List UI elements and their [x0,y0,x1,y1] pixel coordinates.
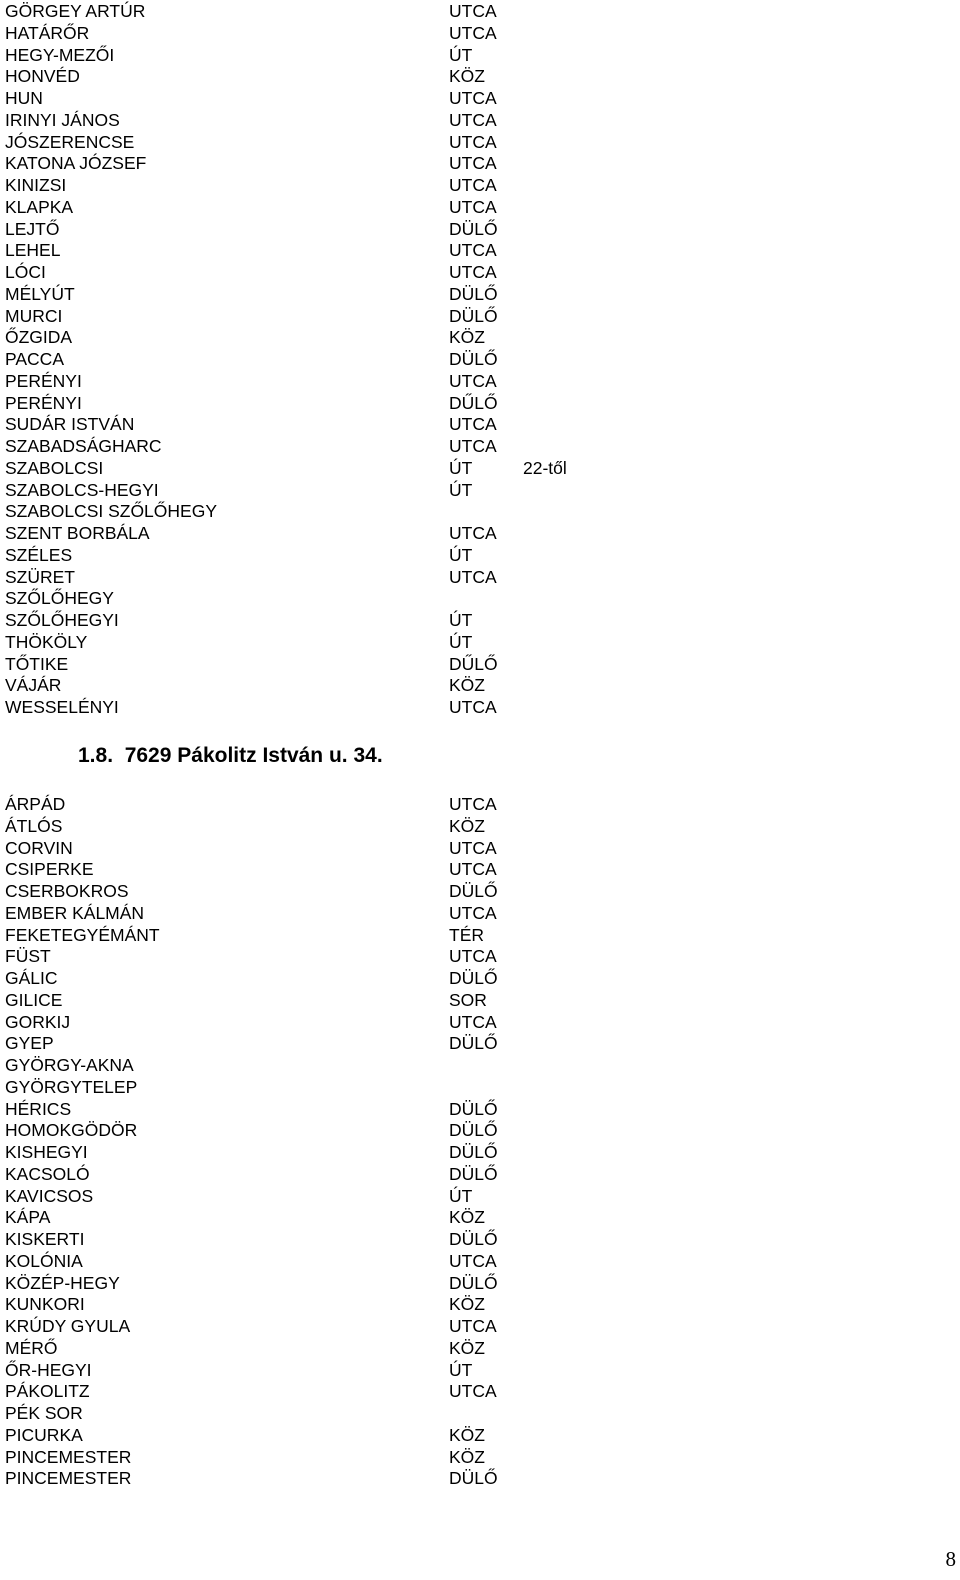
street-row [5,1207,625,1229]
street-name: CORVIN [5,837,73,858]
street-type [449,1055,523,1077]
street-type: SOR [449,989,487,1010]
street-row [5,153,625,175]
street-name: HOMOKGÖDÖR [5,1120,138,1141]
street-type: UTCA [449,109,497,130]
street-row [5,1251,625,1273]
street-row [5,816,625,838]
street-type: UTCA [449,837,497,858]
street-row [5,1316,625,1338]
street-type: DÜLŐ [449,1033,498,1054]
street-type: KÖZ [449,1446,485,1467]
street-note [523,262,623,284]
street-type: ÚT [449,610,473,630]
street-type: DÜLŐ [449,1229,498,1249]
street-type: KÖZ [449,1294,485,1315]
street-type: ÚT [449,457,473,478]
street-type: KÖZ [449,66,485,87]
street-note [523,654,623,676]
street-row [5,1403,625,1425]
street-note [523,523,623,545]
street-row [5,654,625,676]
street-note [523,306,623,328]
street-row [5,1120,625,1142]
street-name: VÁJÁR [5,675,62,696]
street-type: DÜLŐ [449,881,498,901]
street-note: 22-től [523,457,567,478]
street-type: UTCA [449,240,497,261]
street-row [5,697,625,719]
street-note [523,175,623,197]
street-row [5,66,625,88]
street-name: KINIZSI [5,175,67,195]
street-row [5,903,625,925]
street-name: HÉRICS [5,1098,72,1119]
street-name: HATÁRŐR [5,22,90,43]
street-type [449,1403,523,1425]
street-name: LEJTŐ [5,218,60,239]
street-type: DÜLŐ [449,1272,498,1293]
street-row [5,1099,625,1121]
street-note [523,1,623,23]
street-row [5,1273,625,1295]
street-note [523,632,623,654]
street-name: CSIPERKE [5,859,94,880]
street-type: UTCA [449,436,497,456]
street-row [5,1077,625,1099]
street-type: DÜLŐ [449,1098,498,1119]
street-name: THÖKÖLY [5,631,88,652]
street-type: UTCA [449,370,497,391]
street-row [5,132,625,154]
street-name: KLAPKA [5,196,74,217]
street-type: KÖZ [449,1424,485,1445]
street-type: UTCA [449,1011,497,1032]
street-note [523,697,623,719]
street-note [523,132,623,154]
street-type [449,1077,523,1099]
page-number: 8 [945,1547,956,1571]
street-row [5,567,625,589]
street-name: GYÖRGY-AKNA [5,1055,134,1075]
street-row [5,458,625,480]
street-list-2 [5,794,625,1490]
street-note [523,414,623,436]
street-name: EMBER KÁLMÁN [5,902,145,923]
street-type: DÜLŐ [449,1163,498,1184]
street-type: KÖZ [449,675,485,696]
section-title: 7629 Pákolitz István u. 34. [124,744,383,767]
street-row [5,545,625,567]
street-row [5,968,625,990]
street-row [5,946,625,968]
street-name: GÖRGEY ARTÚR [5,1,146,21]
street-name: MÉLYÚT [5,283,75,304]
street-note [523,327,623,349]
street-type: DÜLŐ [449,283,498,304]
street-type: UTCA [449,859,497,880]
street-name: KAVICSOS [5,1185,94,1206]
street-name: PERÉNYI [5,370,82,391]
street-name: PERÉNYI [5,392,82,413]
street-row [5,371,625,393]
street-type: TÉR [449,924,484,945]
street-name: TŐTIKE [5,653,69,674]
street-note [523,240,623,262]
street-row [5,1055,625,1077]
street-type: DÜLŐ [449,218,498,239]
street-type: DÜLŐ [449,1142,498,1162]
street-row [5,284,625,306]
street-type: UTCA [449,22,497,43]
street-type: DÜLŐ [449,305,498,326]
street-type: DŰLŐ [449,653,498,674]
street-type: UTCA [449,88,497,108]
street-row [5,1033,625,1055]
street-row [5,1447,625,1469]
street-name: LÓCI [5,262,46,282]
street-row [5,1012,625,1034]
street-name: GORKIJ [5,1011,71,1032]
street-row [5,175,625,197]
street-row [5,675,625,697]
street-note [523,480,623,502]
street-row [5,414,625,436]
street-name: KISHEGYI [5,1142,88,1162]
street-type: UTCA [449,1316,497,1336]
street-type: UTCA [449,196,497,217]
street-note [523,349,623,371]
street-type [449,588,523,610]
street-note [523,436,623,458]
street-name: SZABOLCSI SZŐLŐHEGY [5,501,217,522]
street-row [5,436,625,458]
street-type: DÜLŐ [449,349,498,369]
street-row [5,632,625,654]
street-name: ÁTLÓS [5,815,63,836]
street-row [5,859,625,881]
street-name: KÖZÉP-HEGY [5,1272,120,1293]
street-name: FÜST [5,946,51,967]
street-note [523,675,623,697]
street-row [5,610,625,632]
street-type: ÚT [449,544,473,565]
street-row [5,1381,625,1403]
street-type: UTCA [449,153,497,174]
street-name: JÓSZERENCSE [5,131,135,152]
street-name: KUNKORI [5,1294,85,1315]
street-type: KÖZ [449,327,485,348]
section-number: 1.8. [78,744,114,767]
street-name: ÁRPÁD [5,794,66,814]
street-row [5,925,625,947]
street-name: SZÜRET [5,566,75,587]
street-name: SZABOLCS-HEGYI [5,479,159,500]
street-name: GÁLIC [5,968,58,988]
street-name: PICURKA [5,1424,83,1445]
street-type: UTCA [449,794,497,814]
street-row [5,1186,625,1208]
street-type: ÚT [449,631,473,652]
street-row [5,197,625,219]
street-row [5,23,625,45]
street-list-1 [5,1,625,719]
street-name: PINCEMESTER [5,1468,132,1489]
street-type: KÖZ [449,1207,485,1228]
street-note [523,545,623,567]
street-name: GYEP [5,1033,54,1054]
street-row [5,588,625,610]
street-name: SZABADSÁGHARC [5,436,162,456]
street-name: WESSELÉNYI [5,697,119,717]
street-note [523,66,623,88]
street-name: SZŐLŐHEGYI [5,610,119,630]
street-row [5,1338,625,1360]
street-type: ÚT [449,1359,473,1380]
street-note [523,110,623,132]
street-name: HUN [5,88,43,108]
street-type: UTCA [449,175,497,195]
street-type: UTCA [449,131,497,152]
street-name: KATONA JÓZSEF [5,153,147,174]
street-type: KÖZ [449,1337,485,1358]
street-name: KRÚDY GYULA [5,1316,131,1336]
street-note [523,588,623,610]
street-name: HEGY-MEZŐI [5,44,115,65]
street-note [523,610,623,632]
street-row [5,219,625,241]
street-note [523,45,623,67]
street-name: FEKETEGYÉMÁNT [5,924,160,945]
street-name: PACCA [5,349,64,369]
street-note [523,219,623,241]
street-row [5,838,625,860]
street-name: GILICE [5,989,63,1010]
street-name: PINCEMESTER [5,1446,132,1467]
street-row [5,1294,625,1316]
street-name: KACSOLÓ [5,1163,90,1184]
street-row [5,1,625,23]
street-name: KOLÓNIA [5,1250,83,1271]
street-type: UTCA [449,523,497,543]
street-name: CSERBOKROS [5,881,129,901]
street-type: KÖZ [449,815,485,836]
street-row [5,990,625,1012]
street-row [5,262,625,284]
street-row [5,45,625,67]
street-name: ŐR-HEGYI [5,1359,92,1380]
street-note [523,88,623,110]
street-type: DÜLŐ [449,968,498,988]
street-name: KISKERTI [5,1229,85,1249]
street-name: SZŐLŐHEGY [5,588,114,609]
street-type: ÚT [449,479,473,500]
street-name: MURCI [5,305,63,326]
street-row [5,794,625,816]
street-type: ÚT [449,1185,473,1206]
street-type: UTCA [449,1381,497,1402]
street-note [523,284,623,306]
section-heading [78,744,383,768]
street-note [523,197,623,219]
street-note [523,23,623,45]
street-type: DÜLŐ [449,1468,498,1489]
street-row [5,306,625,328]
street-name: PÉK SOR [5,1403,83,1423]
street-name: SZÉLES [5,544,73,565]
street-row [5,881,625,903]
street-row [5,110,625,132]
street-note [523,393,623,415]
street-row [5,349,625,371]
street-name: PÁKOLITZ [5,1381,90,1402]
street-name: KÁPA [5,1207,51,1228]
street-type: UTCA [449,262,497,282]
street-type: UTCA [449,1,497,21]
street-row [5,1360,625,1382]
street-row [5,393,625,415]
street-row [5,480,625,502]
street-name: ŐZGIDA [5,327,73,348]
street-type: UTCA [449,566,497,587]
street-row [5,523,625,545]
street-type: UTCA [449,414,497,435]
street-note [523,153,623,175]
street-name: IRINYI JÁNOS [5,109,120,130]
street-type: DÜLŐ [449,1120,498,1141]
street-type: UTCA [449,946,497,967]
street-type: ÚT [449,44,473,65]
street-type [449,501,523,523]
street-name: SZABOLCSI [5,457,104,478]
street-row [5,501,625,523]
street-row [5,240,625,262]
street-row [5,1164,625,1186]
street-type: UTCA [449,902,497,923]
street-type: UTCA [449,697,497,717]
street-name: SUDÁR ISTVÁN [5,414,135,435]
street-name: GYÖRGYTELEP [5,1076,138,1097]
street-name: LEHEL [5,240,61,261]
street-note [523,567,623,589]
street-name: MÉRŐ [5,1337,58,1358]
street-row [5,88,625,110]
street-row [5,1425,625,1447]
street-name: SZENT BORBÁLA [5,523,150,543]
street-row [5,1468,625,1490]
street-row [5,327,625,349]
street-type: DŰLŐ [449,392,498,413]
street-row [5,1229,625,1251]
street-note [523,371,623,393]
street-row [5,1142,625,1164]
street-type: UTCA [449,1250,497,1271]
street-name: HONVÉD [5,66,80,87]
street-note [523,501,623,523]
